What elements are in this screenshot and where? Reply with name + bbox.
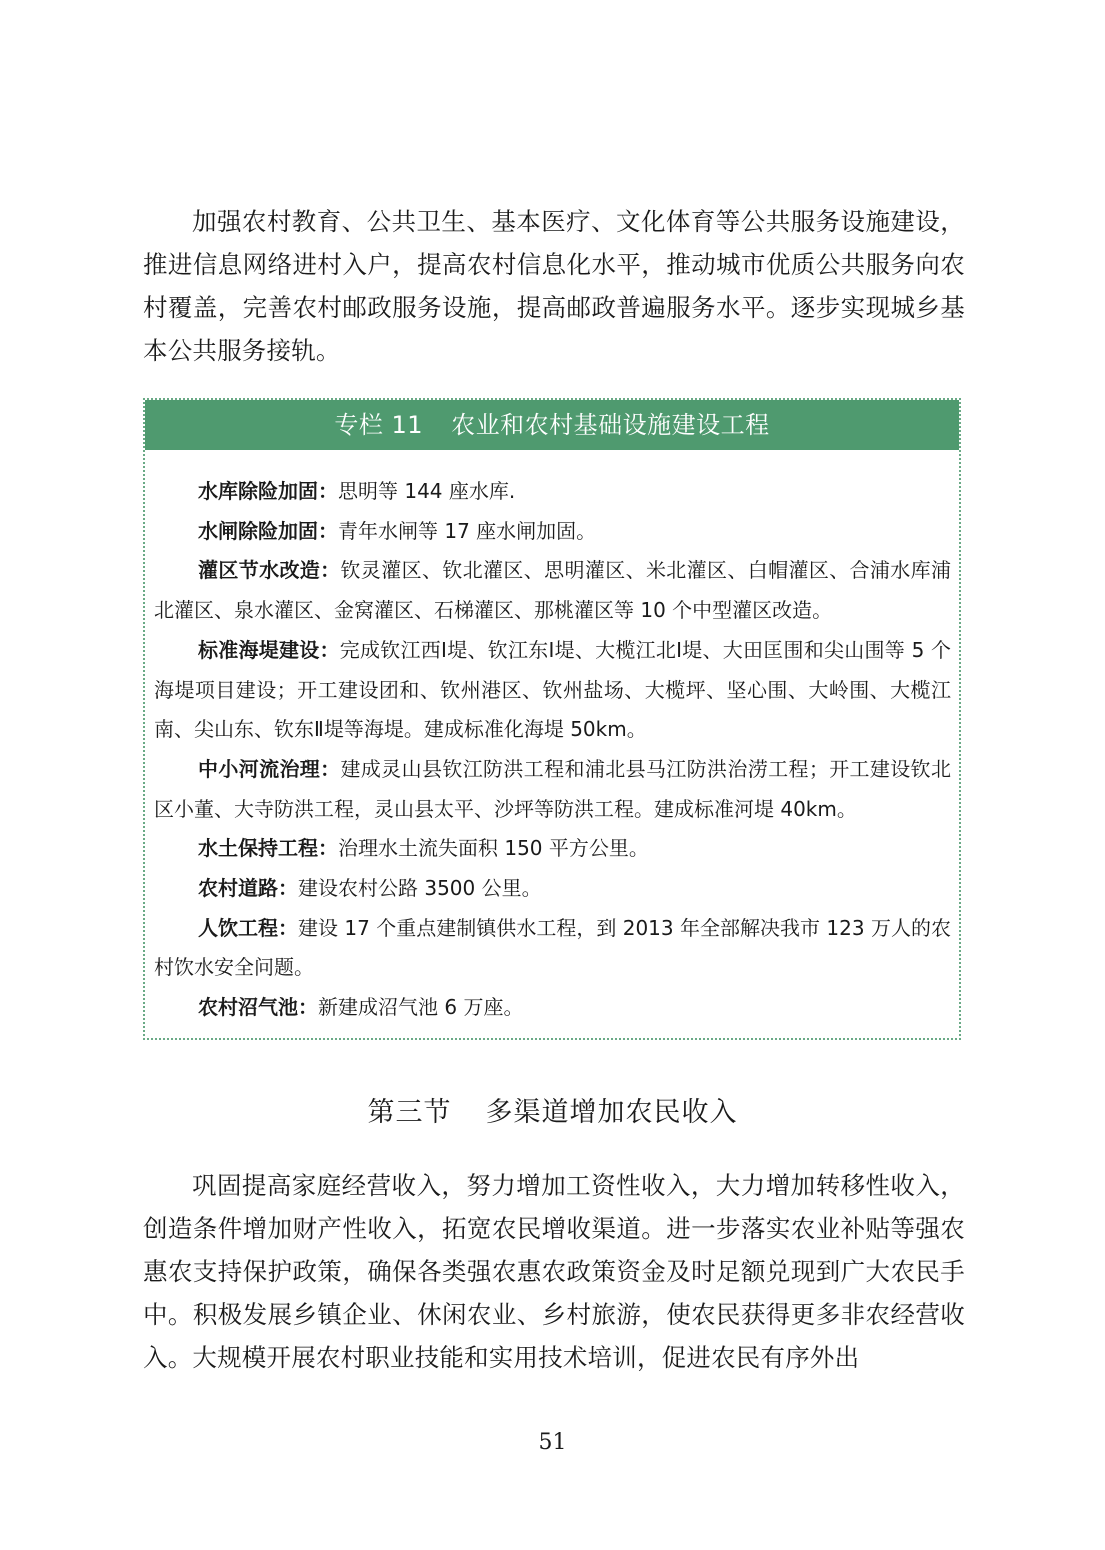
box-item-text: 建设 17 个重点建制镇供水工程，到 2013 年全部解决我市 123 万人的农村饮水安全问题。 <box>154 915 951 980</box>
section-title: 多渠道增加农民收入 <box>485 1097 738 1128</box>
box-item-text: 治理水土流失面积 150 平方公里。 <box>338 836 649 861</box>
section-heading <box>0 1088 1105 1138</box>
box-item-term: 人饮工程： <box>198 915 299 940</box>
box-item-term: 农村道路： <box>198 876 298 901</box>
feature-box-header <box>145 400 959 450</box>
box-item <box>154 869 951 909</box>
section-number: 第三节 <box>367 1097 452 1128</box>
box-item-term: 标准海堤建设： <box>198 637 340 662</box>
box-item-term: 农村沼气池： <box>198 995 318 1020</box>
box-item-text: 新建成沼气池 6 万座。 <box>318 995 524 1020</box>
feature-box-title: 农业和农村基础设施建设工程 <box>451 411 770 439</box>
box-item-term: 中小河流治理： <box>198 756 341 781</box>
box-item-text: 完成钦江西Ⅰ堤、钦江东Ⅰ堤、大榄江北Ⅰ堤、大田匡围和尖山围等 5 个海堤项目建设；开工建设团和、钦州港区、钦州盐场、大榄坪、坚心围、大岭围、大榄江南、尖山东、钦东Ⅱ堤等海堤。建成标准化海堤 50km。 <box>154 637 952 742</box>
box-item <box>154 829 951 869</box>
box-item <box>154 631 951 750</box>
feature-box-label: 专栏 11 <box>334 411 424 439</box>
box-item-term: 水库除险加固： <box>198 479 338 503</box>
box-item-text: 青年水闸等 17 座水闸加固。 <box>338 518 597 543</box>
box-item-text: 思明等 144 座水库. <box>338 479 516 503</box>
box-item-text: 建成灵山县钦江防洪工程和浦北县马江防洪治涝工程；开工建设钦北区小董、大寺防洪工程，灵山县太平、沙坪等防洪工程。建成标准河堤 40km。 <box>154 756 952 821</box>
feature-box <box>143 398 961 1040</box>
intro-paragraph: 加强农村教育、公共卫生、基本医疗、文化体育等公共服务设施建设，推进信息网络进村入户，提高农村信息化水平，推动城市优质公共服务向农村覆盖，完善农村邮政服务设施，提高邮政普遍服务水平。逐步实现城乡基本公共服务接轨。 <box>143 207 965 365</box>
feature-box-body <box>145 450 959 1028</box>
box-item-term: 水闸除险加固： <box>198 518 338 543</box>
box-item <box>154 512 951 552</box>
box-item <box>154 472 951 512</box>
box-item-text: 建设农村公路 3500 公里。 <box>298 876 542 901</box>
box-item <box>154 750 951 829</box>
box-item <box>154 551 951 630</box>
box-item <box>154 909 951 988</box>
page-number: 51 <box>538 1430 567 1455</box>
box-item <box>154 988 951 1028</box>
box-item-term: 水土保持工程： <box>198 836 338 861</box>
box-item-text: 钦灵灌区、钦北灌区、思明灌区、米北灌区、白帽灌区、合浦水库浦北灌区、泉水灌区、金窝灌区、石梯灌区、那桃灌区等 10 个中型灌区改造。 <box>154 558 952 623</box>
body-paragraph: 巩固提高家庭经营收入，努力增加工资性收入，大力增加转移性收入，创造条件增加财产性收入，拓宽农民增收渠道。进一步落实农业补贴等强农惠农支持保护政策，确保各类强农惠农政策资金及时足额兑现到广大农民手中。积极发展乡镇企业、休闲农业、乡村旅游，使农民获得更多非农经营收入。大规模开展农村职业技能和实用技术培训，促进农民有序外出 <box>143 1171 965 1372</box>
box-item-term: 灌区节水改造： <box>198 558 341 583</box>
